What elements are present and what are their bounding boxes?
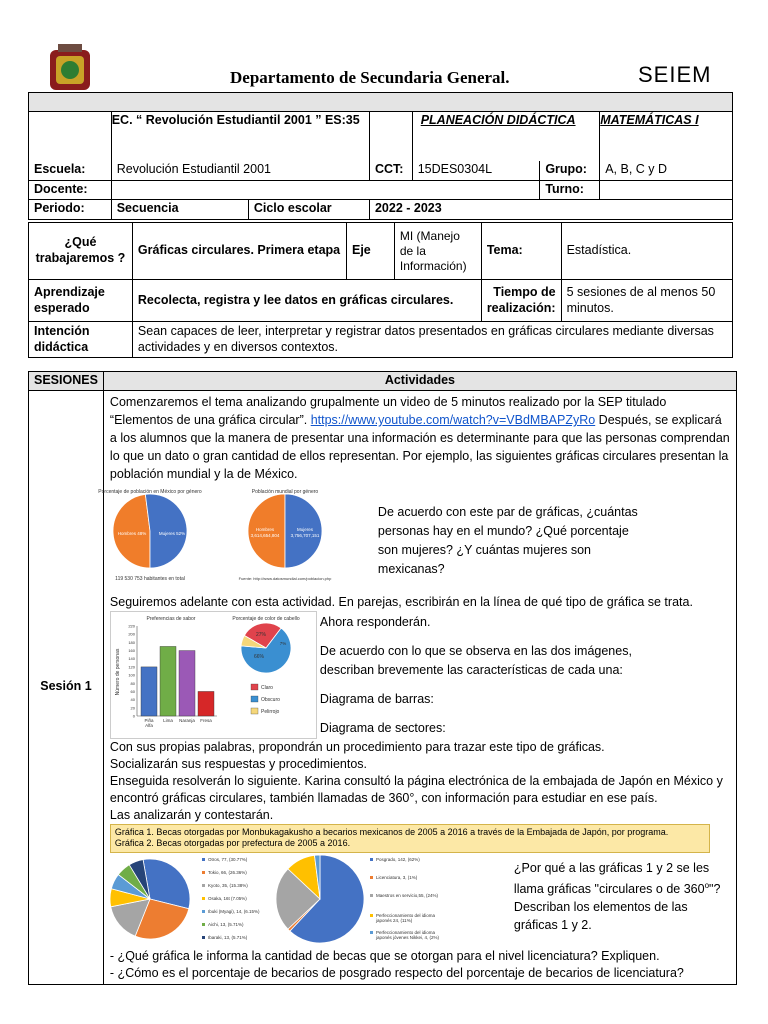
paragraph-procedure: Con sus propias palabras, propondrán un procedimiento para trazar este tipo de gráficas. xyxy=(109,740,605,754)
mexico-pie-label-1: Mujeres 52% xyxy=(158,531,186,536)
bar-chart-ytick-4: 80 xyxy=(130,680,135,686)
world-pie-title: Población mundial por género xyxy=(251,489,319,495)
bar-chart-xtick-1-0: Lima xyxy=(163,718,173,723)
hair-legend-label-2: Pelirrojo xyxy=(260,709,280,715)
graph1-legend-label-0: Otros, 77, (30.77%) xyxy=(207,856,248,862)
question-posgrado: - ¿Cómo es el porcentaje de becarios de posgrado respecto del porcentaje de becarios de licenciatura? xyxy=(109,965,684,980)
escuela-label: Escuela: xyxy=(29,161,112,181)
bar-chart-ytick-6: 120 xyxy=(128,664,135,670)
world-pie-footer: Fuente: http://www.datosmundial.com/poblacion.php xyxy=(238,576,332,581)
grupo-label: Grupo: xyxy=(540,161,600,181)
graph1-legend-swatch-1 xyxy=(202,871,205,874)
hair-legend-swatch-1 xyxy=(251,696,258,702)
graph2-legend-label-3b: japonés 24, (11%) xyxy=(375,917,413,923)
graph1-legend-label-6: Ibaraki, 13, (5.71%) xyxy=(207,934,248,940)
graph2-legend-label-3a: Perfeccionamiento del idioma xyxy=(375,912,435,918)
mexico-pie-label-0: Hombres 48% xyxy=(117,531,147,536)
paragraph-intro: Comenzaremos el tema analizando grupalmente un video de 5 minutos realizado por la SEP titulado “Elementos de una gráfica circular”. xyxy=(109,395,667,427)
intencion-label: Intención didáctica xyxy=(29,322,133,358)
bar-0 xyxy=(141,667,157,716)
paragraph-karina: Enseguida resolverán lo siguiente. Karina consultó la página electrónica de la embajada de Japón en México y encontró gráficas circulares, también llamadas de 360°, con información para estudiar en ese país. xyxy=(109,774,723,805)
graph-caption-2: Gráfica 2. Becas otorgadas por prefectura de 2005 a 2016. xyxy=(114,838,351,849)
hair-legend-swatch-0 xyxy=(251,684,258,690)
department-title: Departamento de Secundaria General. xyxy=(230,68,510,87)
hair-pie-pct-1: 66% xyxy=(253,654,264,660)
diagrama-barras-label: Diagrama de barras: xyxy=(319,692,434,706)
hair-legend-swatch-2 xyxy=(251,708,258,714)
paragraph-intro-cont: Después, se explicará a los alumnos que la manera de presentar una información es determinante para que las personas comprendan lo que un dato o gran cantidad de ellos representan. Por ejemplo, las siguientes gráficas circulares presentan la población mundial y la de México. xyxy=(109,413,730,481)
paragraph-analyze: Las analizarán y contestarán. xyxy=(109,808,274,822)
bar-chart-ytick-3: 60 xyxy=(130,688,135,694)
graph2-legend-swatch-1 xyxy=(370,876,373,879)
hair-pie-pct-2: 7% xyxy=(279,641,287,646)
que-value: Gráficas circulares. Primera etapa xyxy=(132,223,346,280)
graph1-legend-swatch-3 xyxy=(202,897,205,900)
school-name-fragment: EC. “ Revolución Estudiantil 2001 ” ES:35 xyxy=(111,112,369,161)
japan-scholarship-charts xyxy=(110,853,510,948)
graph2-legend-label-1: Licenciatura, 3, (1%) xyxy=(375,874,418,880)
planeacion-title: PLANEACIÓN DIDÁCTICA xyxy=(412,112,600,161)
paragraph-activity: Seguiremos adelante con esta actividad. En parejas, escribirán en la línea de qué tipo de gráfica se trata. xyxy=(109,595,693,609)
bar-chart-ylabel: Número de personas xyxy=(114,648,121,696)
grupo-value: A, B, C y D xyxy=(600,161,733,181)
turno-value xyxy=(600,181,733,200)
bar-chart-ytick-9: 180 xyxy=(128,639,135,645)
flavor-and-hair-charts xyxy=(110,611,317,739)
plan-table xyxy=(28,222,733,358)
bar-chart-xtick-2-0: Naranja xyxy=(179,718,195,723)
tiempo-value: 5 sesiones de al menos 50 minutos. xyxy=(561,280,732,322)
brand-logo-text: SEIEM xyxy=(638,62,712,87)
bar-chart-xtick-3-0: Fresa xyxy=(200,718,212,723)
graph1-legend-swatch-4 xyxy=(202,910,205,913)
graph1-legend-swatch-6 xyxy=(202,936,205,939)
bar-chart-title: Preferencias de sabor xyxy=(146,616,196,622)
video-link[interactable]: https://www.youtube.com/watch?v=VBdMBAPZyRo xyxy=(310,413,596,427)
graph1-legend-label-3: Osaka, 16t (7.05%) xyxy=(207,895,247,901)
aprendizaje-label: Aprendizaje esperado xyxy=(29,280,133,322)
bar-3 xyxy=(198,691,214,716)
graph2-legend-label-4a: Perfeccionamiento del idioma xyxy=(375,929,435,935)
eje-value: MI (Manejo de la Información) xyxy=(394,223,481,280)
graph-caption-1: Gráfica 1. Becas otorgadas por Monbukagakusho a becarios mexicanos de 2005 a 2016 a través de la Embajada de Japón, por programa. xyxy=(114,827,669,837)
bar-chart-ytick-1: 20 xyxy=(130,705,135,711)
state-shield-logo xyxy=(44,42,96,94)
paragraph-socialize: Socializarán sus respuestas y procedimientos. xyxy=(109,757,367,771)
turno-label: Turno: xyxy=(540,181,600,200)
tema-value: Estadística. xyxy=(561,223,732,280)
graph1-legend-swatch-5 xyxy=(202,923,205,926)
ciclo-label: Ciclo escolar xyxy=(248,200,369,220)
graph2-legend-swatch-2 xyxy=(370,894,373,897)
cct-value: 15DES0304L xyxy=(412,161,540,181)
tema-label: Tema: xyxy=(481,223,561,280)
world-pie-label-1a: Mujeres xyxy=(296,527,313,532)
graph2-legend-label-2: Maestros en servicio,55, (24%) xyxy=(375,892,438,898)
bar-chart-ytick-10: 200 xyxy=(128,631,135,637)
subject-title: MATEMÁTICAS I xyxy=(600,112,733,161)
hair-legend-label-0: Claro xyxy=(260,685,273,691)
school-info-table xyxy=(28,92,733,220)
graph1-legend-label-5: Aichi, 13, (5.71%) xyxy=(207,921,244,927)
graph1-legend-swatch-0 xyxy=(202,858,205,861)
world-pie-label-0a: Hombres xyxy=(255,527,275,532)
graph1-legend-label-2: Kyoto, 35, (15.38%) xyxy=(207,882,248,888)
cct-label: CCT: xyxy=(369,161,412,181)
docente-value xyxy=(111,181,540,200)
ciclo-value: 2022 - 2023 xyxy=(369,200,732,220)
intencion-value: Sean capaces de leer, interpretar y registrar datos presentados en gráficas circulares mediante diversas actividades y en diversos contextos. xyxy=(132,322,732,358)
session-label: Sesión 1 xyxy=(29,391,104,985)
diagrama-sectores-label: Diagrama de sectores: xyxy=(319,721,446,735)
graph1-legend-label-4: Ibuki (Myagi), 14, (6.15%) xyxy=(207,908,260,914)
secuencia-label: Secuencia xyxy=(111,200,248,220)
graph2-legend-swatch-4 xyxy=(370,931,373,934)
sessions-table xyxy=(28,371,737,985)
mexico-pie-title: Porcentaje de población en México por género xyxy=(98,489,202,495)
graph2-legend-swatch-0 xyxy=(370,858,373,861)
eje-label: Eje xyxy=(347,223,395,280)
docente-label: Docente: xyxy=(29,181,112,200)
graph1-legend-label-1: Tokio, 66, (26.36%) xyxy=(207,869,247,875)
activities-cell xyxy=(98,391,736,985)
bar-chart-xtick-0-1: Alfa xyxy=(145,723,153,728)
graph1-legend-swatch-2 xyxy=(202,884,205,887)
bar-chart-ytick-7: 140 xyxy=(128,656,135,662)
deacuerdo-text: De acuerdo con lo que se observa en las dos imágenes, describan brevemente las características de cada una: xyxy=(319,644,632,677)
header-bar xyxy=(29,93,733,112)
graph2-legend-label-4b: japonés jóvenes Nikkei, 4, (2%) xyxy=(375,934,439,940)
question-circular: ¿Por qué a las gráficas 1 y 2 se les llama gráficas "circulares o de 360$^o$"? Describan los elementos de las gráficas 1 y 2. xyxy=(513,860,721,932)
bar-2 xyxy=(179,651,195,716)
bar-chart-ytick-0: 0 xyxy=(132,713,135,719)
mexico-pie-footer: 119 530 753 habitantes en total xyxy=(115,576,185,582)
bar-chart-ytick-11: 220 xyxy=(128,623,135,629)
question-population: De acuerdo con este par de gráficas, ¿cuántas personas hay en el mundo? ¿Qué porcentaje son mujeres? ¿Y cuántas mujeres son mexicanas? xyxy=(377,505,638,576)
bar-chart-ytick-2: 40 xyxy=(130,697,135,703)
bar-chart-xtick-0-0: Piña xyxy=(144,718,154,723)
world-pie-label-1b: 3,756,707,151 xyxy=(290,533,320,538)
sesiones-header: SESIONES xyxy=(29,372,104,391)
bar-chart-ytick-5: 100 xyxy=(128,672,135,678)
aprendizaje-value: Recolecta, registra y lee datos en gráficas circulares. xyxy=(132,280,481,322)
graph2-legend-label-0: Posgrado, 142, (62%) xyxy=(375,856,420,862)
hair-legend-label-1: Obscuro xyxy=(260,697,280,703)
bar-1 xyxy=(160,646,176,716)
ahora-text: Ahora responderán. xyxy=(319,615,431,629)
bar-chart-ytick-8: 160 xyxy=(128,648,135,654)
hair-pie-title: Porcentaje de color de cabello xyxy=(232,616,300,622)
que-label: ¿Qué trabajaremos ? xyxy=(29,223,133,280)
hair-pie-pct-0: 27% xyxy=(255,632,266,638)
escuela-value: Revolución Estudiantil 2001 xyxy=(111,161,369,181)
graph2-legend-swatch-3 xyxy=(370,914,373,917)
question-licenciatura: - ¿Qué gráfica le informa la cantidad de becas que se otorgan para el nivel licenciatura? Expliquen. xyxy=(109,948,660,963)
actividades-header: Actividades xyxy=(103,372,736,391)
periodo-label: Periodo: xyxy=(29,200,112,220)
tiempo-label: Tiempo de realización: xyxy=(481,280,561,322)
world-pie-label-0b: 3,614,654,804 xyxy=(250,533,280,538)
